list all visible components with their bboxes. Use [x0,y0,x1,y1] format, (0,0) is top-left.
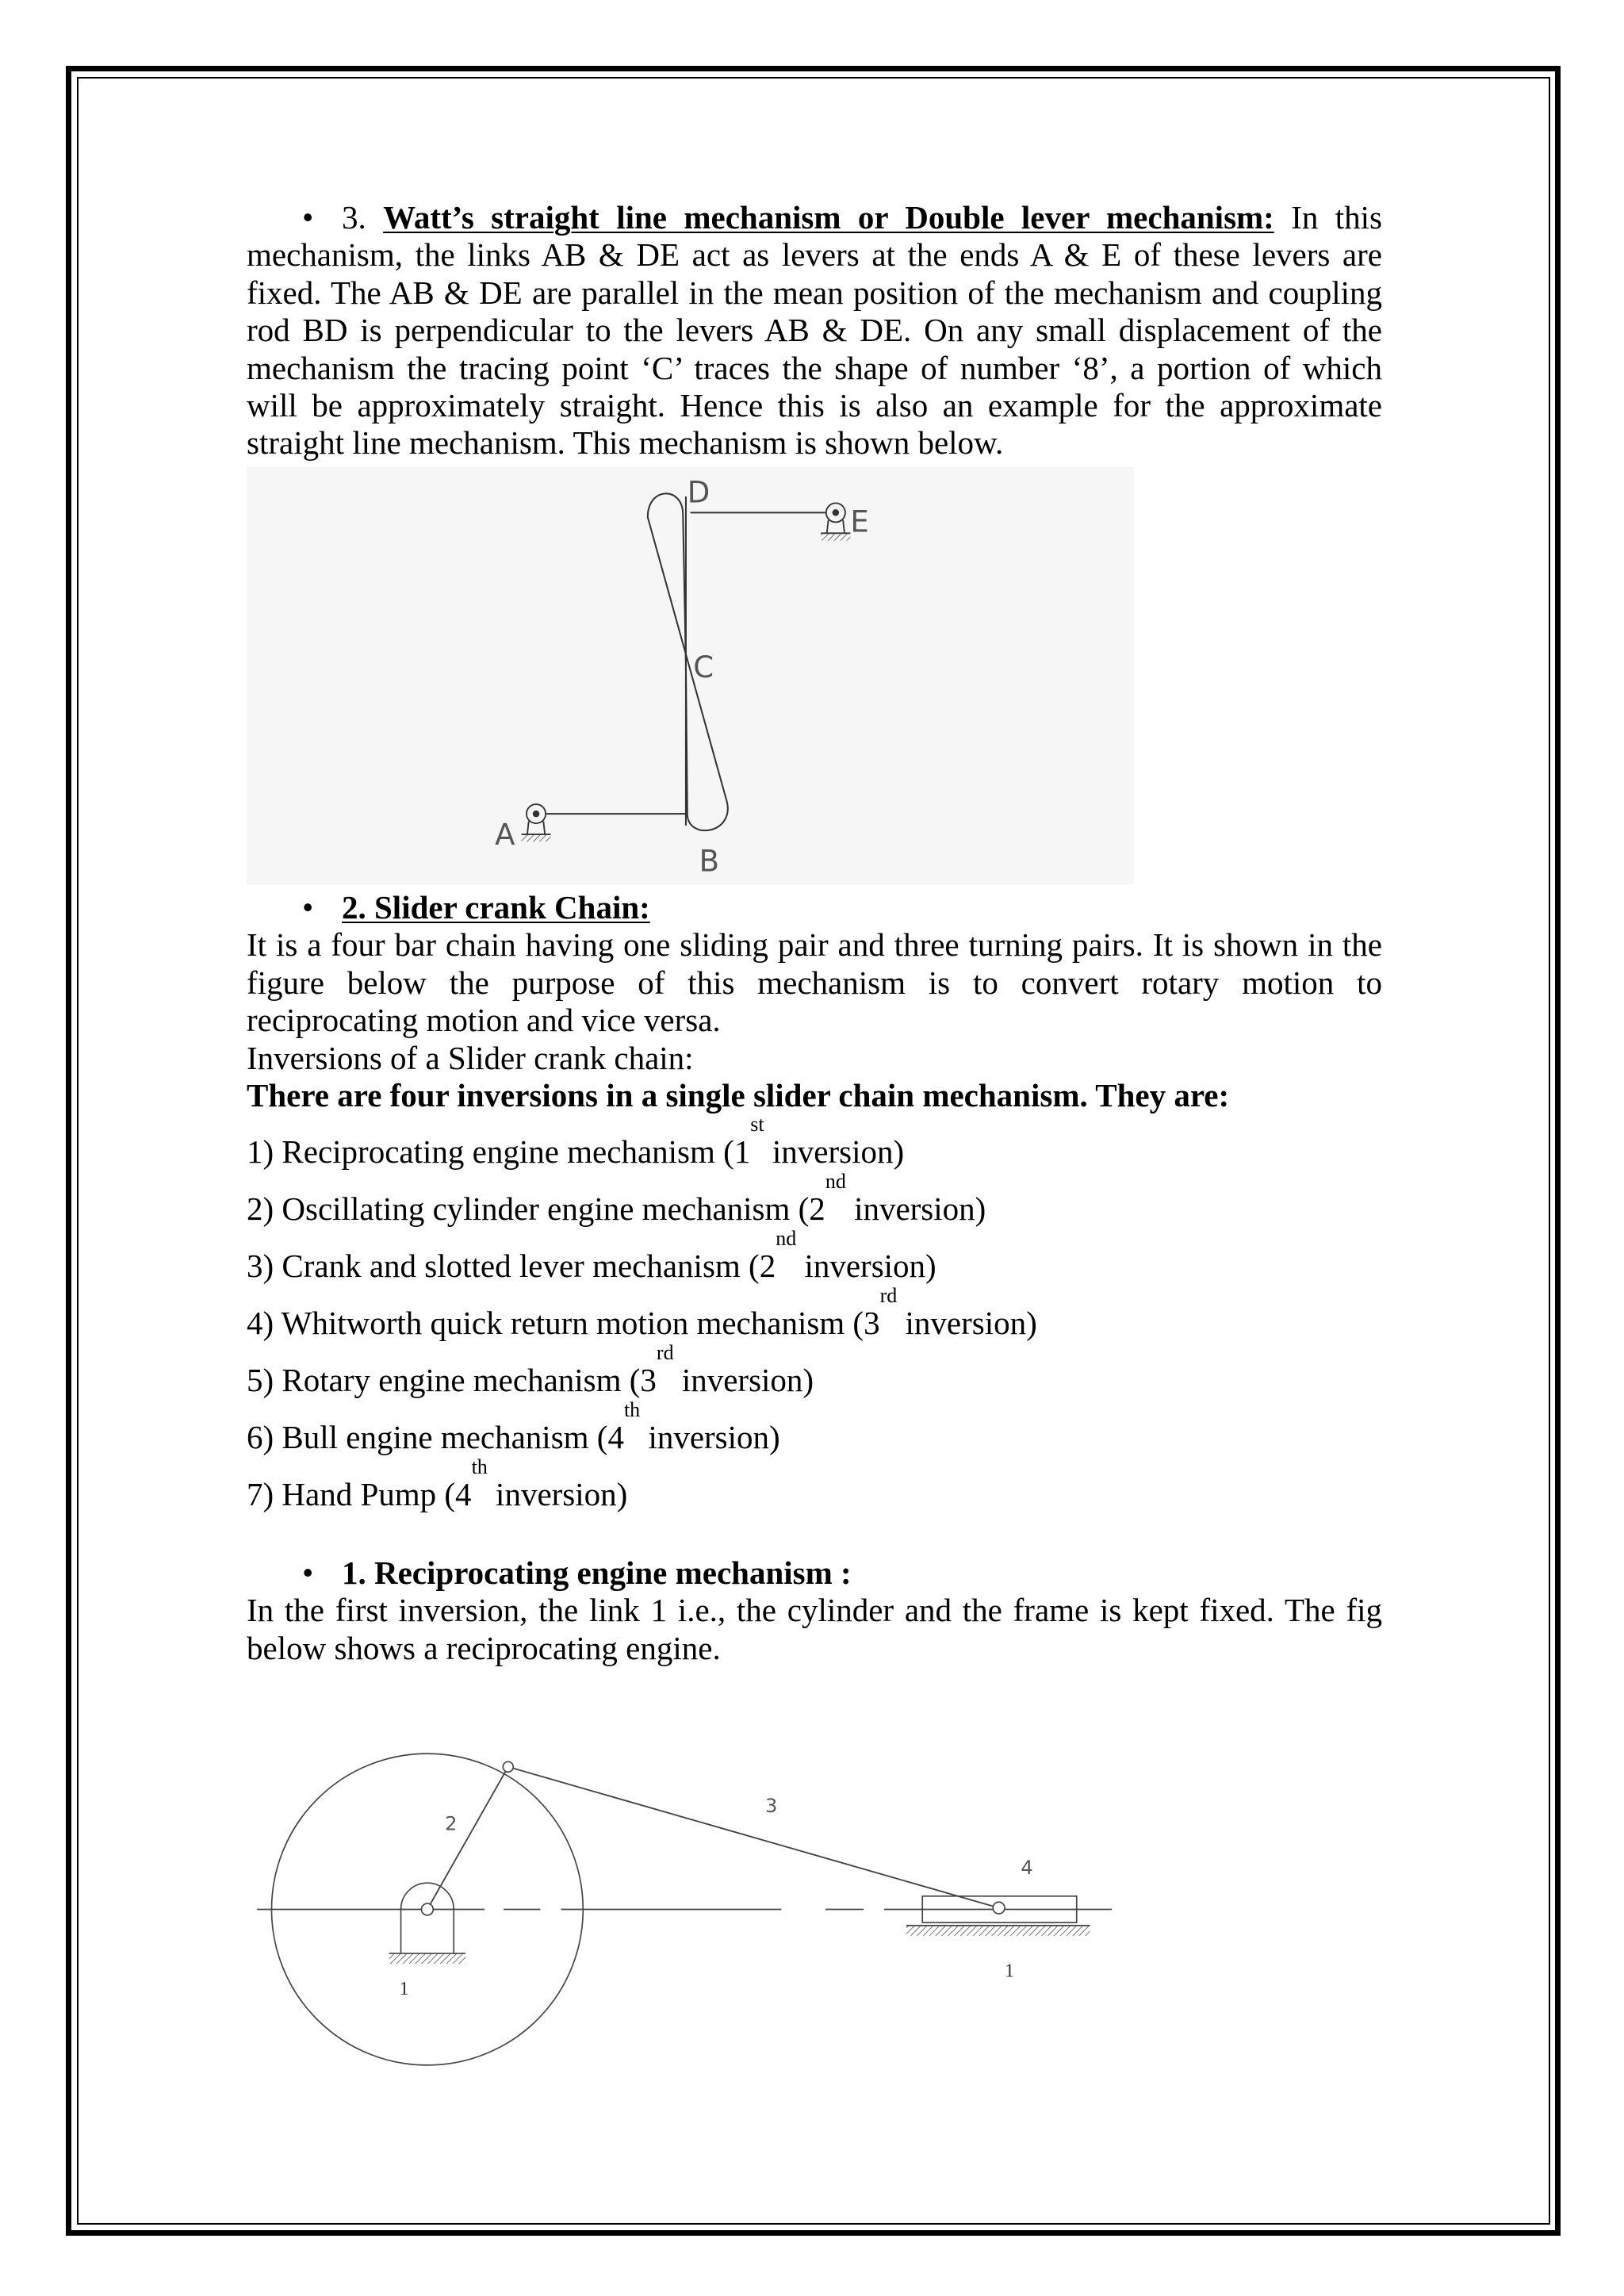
inversion-tail: inversion) [905,1305,1037,1341]
watt-text-line: will be approximately straight. Hence this is also an example for the approximate [247,387,1382,424]
figure-background [247,467,1134,884]
inversion-item [247,1113,1382,1171]
watt-text-line: mechanism, the links AB & DE act as levers at the ends A & E of these levers are [247,236,1382,274]
watt-text-line: straight line mechanism. This mechanism is shown below. [247,424,1004,462]
watt-mechanism-diagram [247,467,1134,884]
inversion-tail: inversion) [804,1248,936,1284]
crank-link [427,1767,508,1910]
crank-pivot [421,1903,433,1915]
inversion-ordinal: rd [879,1284,898,1307]
piston-pin [993,1902,1005,1914]
inversion-text: 2) Oscillating cylinder engine mechanism (2 [247,1190,825,1227]
inversions-heading: Inversions of a Slider crank chain: [247,1039,694,1076]
inversion-text: 6) Bull engine mechanism (4 [247,1419,624,1455]
slider-heading [342,889,1382,926]
slider-text-line: reciprocating motion and vice versa. [247,1002,721,1039]
watt-number: 3. [342,199,366,236]
watt-text-line: rod BD is perpendicular to the levers AB & DE. On any small displacement of the [247,312,1382,349]
label-d: D [687,475,710,510]
inversion-tail: inversion) [496,1476,628,1512]
label-c: C [693,650,714,684]
inversion-item [247,1227,1382,1285]
label-a: A [495,817,515,852]
inversion-ordinal: rd [656,1341,674,1364]
reciprocating-text-line: In the first inversion, the link 1 i.e., the cylinder and the frame is kept fixed. The fig [247,1592,1382,1629]
bullet-slider: • [302,889,314,926]
watt-text-line: fixed. The AB & DE are parallel in the mean position of the mechanism and coupling [247,274,1382,311]
reciprocating-engine-diagram [247,1733,1134,2086]
pivot-e-hatch [821,533,850,540]
watt-mechanism-figure [247,467,1134,884]
inversion-item [247,1341,1382,1399]
pivot-a-hatch [522,834,551,841]
slider-ground-hatch [906,1926,1090,1936]
slider-title: 2. Slider crank Chain: [342,889,650,926]
pivot-a-pin [534,811,539,817]
label-crank: 2 [445,1812,458,1835]
inversions-intro: There are four inversions in a single slider chain mechanism. They are: [247,1077,1230,1114]
inversion-text: 7) Hand Pump (4 [247,1476,472,1512]
inversion-item [247,1284,1382,1342]
watt-heading-line [342,199,1382,236]
inversion-tail: inversion) [681,1362,814,1398]
inversion-text: 3) Crank and slotted lever mechanism (2 [247,1248,776,1284]
crank-ground-hatch [389,1953,465,1964]
reciprocating-text-line: below shows a reciprocating engine. [247,1629,721,1666]
inversion-text: 5) Rotary engine mechanism (3 [247,1362,657,1398]
inversion-ordinal: nd [776,1227,797,1250]
inversion-item [247,1170,1382,1228]
inversion-tail: inversion) [772,1133,905,1170]
slider-text-line: figure below the purpose of this mechanism is to convert rotary motion to [247,964,1382,1001]
pivot-e-pin [833,510,839,516]
bullet-reciprocating: • [302,1554,314,1591]
inversion-text: 1) Reciprocating engine mechanism (1 [247,1133,751,1170]
inversion-ordinal: st [750,1113,764,1136]
watt-title: Watt’s straight line mechanism or Double lever mechanism: [383,199,1274,236]
label-frame-slider: 1 [1004,1961,1015,1982]
inversion-item [247,1398,1382,1456]
watt-text-line: mechanism the tracing point ‘C’ traces the shape of number ‘8’, a portion of which [247,349,1382,386]
inversion-ordinal: th [623,1398,641,1421]
crank-pin [503,1761,513,1772]
label-slider: 4 [1021,1857,1033,1880]
slider-text-line: It is a four bar chain having one sliding pair and three turning pairs. It is shown in the [247,926,1382,964]
reciprocating-title: 1. Reciprocating engine mechanism : [342,1554,852,1591]
inversion-text: 4) Whitworth quick return motion mechanism (3 [247,1305,880,1341]
watt-title-tail: In this [1291,199,1383,236]
inversion-item [247,1455,1382,1513]
reciprocating-engine-figure [247,1733,1134,2086]
crank-bearing-support [401,1883,454,1953]
label-b: B [699,844,720,879]
inversion-tail: inversion) [648,1419,780,1455]
inversion-tail: inversion) [854,1190,986,1227]
label-frame-crank: 1 [399,1978,409,1999]
label-e: E [850,504,869,539]
label-connecting-rod: 3 [764,1795,778,1818]
inversion-ordinal: th [471,1455,488,1478]
bullet-watt: • [302,199,314,236]
inversion-ordinal: nd [825,1170,846,1193]
